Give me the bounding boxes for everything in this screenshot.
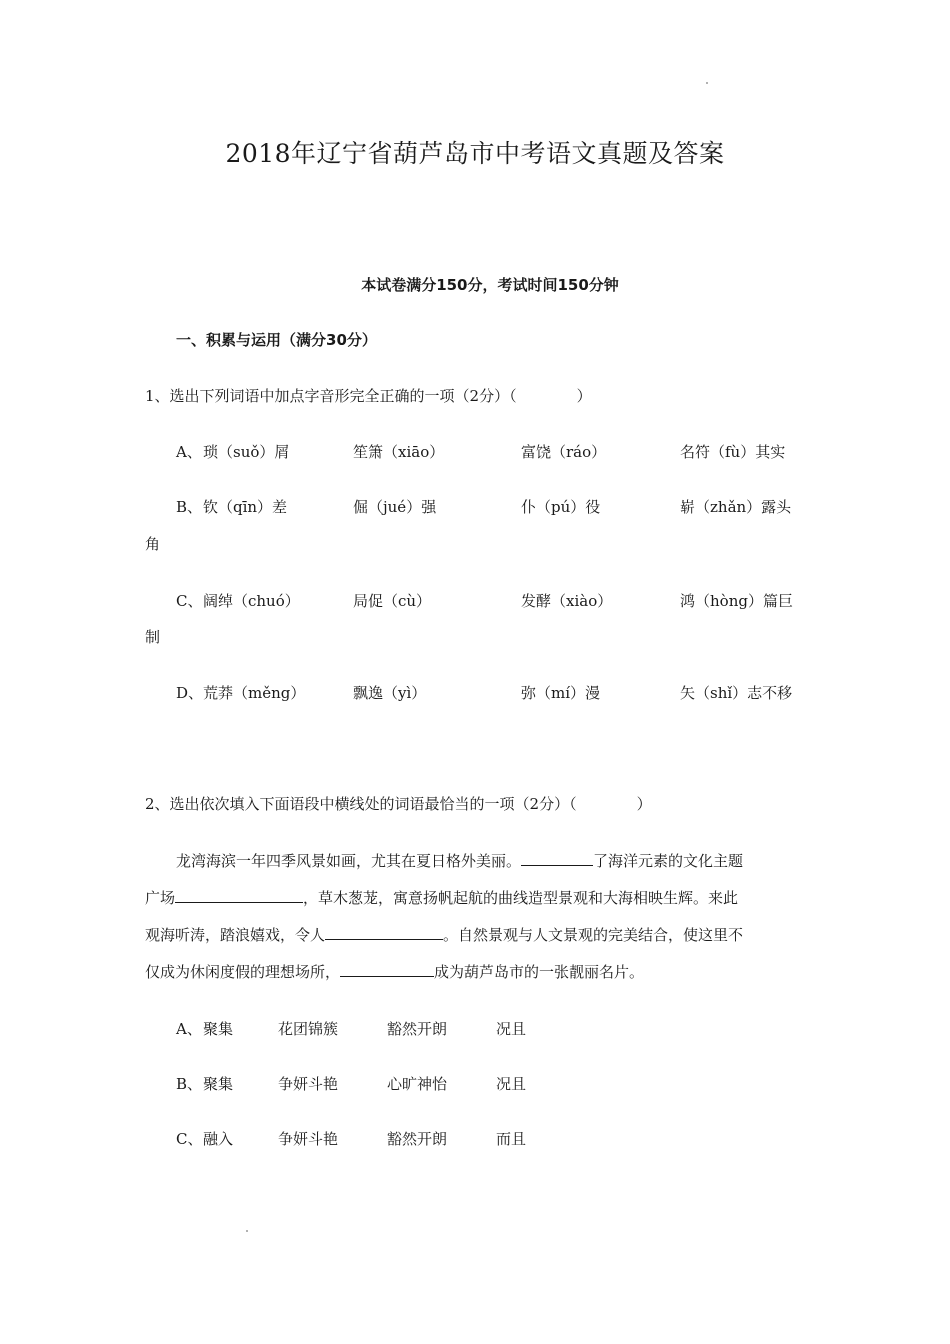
q2-option-c-word-4: 而且 bbox=[496, 1130, 527, 1148]
section-heading: 一、积累与运用（满分30分） bbox=[176, 331, 377, 349]
q1-option-a-letter: A、 bbox=[176, 443, 202, 461]
q1-option-c-word-4: 鸿（hòng）篇巨 bbox=[680, 592, 793, 610]
q2-option-b-word-4: 况且 bbox=[496, 1075, 527, 1093]
q1-option-b-letter: B、 bbox=[176, 498, 203, 516]
passage-text: 。自然景观与人文景观的完美结合，使这里不 bbox=[443, 926, 744, 944]
q1-option-c-word-4-wrap: 制 bbox=[145, 628, 161, 646]
q2-option-a-word-4: 况且 bbox=[496, 1020, 527, 1038]
passage-text: 了海洋元素的文化主题 bbox=[593, 852, 744, 870]
q1-option-b-word-2: 倔（jué）强 bbox=[353, 498, 437, 516]
q2-option-a-word-3: 豁然开朗 bbox=[387, 1020, 448, 1038]
q1-option-d-word-2: 飘逸（yì） bbox=[353, 684, 427, 702]
passage-line-1 bbox=[176, 850, 743, 871]
q1-option-d-word-1: 荒莽（měng） bbox=[203, 684, 306, 702]
q2-option-b-word-3: 心旷神怡 bbox=[387, 1075, 448, 1093]
passage-text: ，草木葱茏，寓意扬帆起航的曲线造型景观和大海相映生辉。来此 bbox=[303, 889, 739, 907]
q1-option-c-word-1: 阔绰（chuó） bbox=[203, 592, 300, 610]
q1-option-c-word-2: 局促（cù） bbox=[353, 592, 432, 610]
q1-option-b-word-4-wrap: 角 bbox=[145, 535, 161, 553]
q1-option-b-word-3: 仆（pú）役 bbox=[521, 498, 601, 516]
decorative-dot bbox=[246, 1230, 248, 1232]
q2-option-a-word-1: 聚集 bbox=[203, 1020, 234, 1038]
q1-option-d-word-3: 弥（mí）漫 bbox=[521, 684, 601, 702]
q2-option-c-word-2: 争妍斗艳 bbox=[278, 1130, 339, 1148]
fill-blank-4 bbox=[340, 962, 434, 977]
passage-text: 成为葫芦岛市的一张靓丽名片。 bbox=[434, 963, 645, 981]
passage-text: 观海听涛，踏浪嬉戏，令人 bbox=[145, 926, 326, 944]
q2-option-a-word-2: 花团锦簇 bbox=[278, 1020, 339, 1038]
passage-line-4 bbox=[145, 961, 644, 982]
q2-option-b-word-1: 聚集 bbox=[203, 1075, 234, 1093]
passage-line-3 bbox=[145, 924, 743, 945]
passage-text: 龙湾海滨一年四季风景如画，尤其在夏日格外美丽。 bbox=[176, 852, 522, 870]
q2-option-b-word-2: 争妍斗艳 bbox=[278, 1075, 339, 1093]
passage-line-2 bbox=[145, 887, 738, 908]
passage-text: 仅成为休闲度假的理想场所， bbox=[145, 963, 341, 981]
q2-option-b-letter: B、 bbox=[176, 1075, 203, 1093]
fill-blank-2 bbox=[175, 888, 303, 903]
decorative-dot bbox=[706, 82, 708, 84]
q2-option-c-letter: C、 bbox=[176, 1130, 203, 1148]
q1-option-a-word-2: 笙箫（xiāo） bbox=[353, 443, 445, 461]
fill-blank-1 bbox=[521, 851, 593, 866]
q2-option-a-letter: A、 bbox=[176, 1020, 202, 1038]
passage-text: 广场 bbox=[145, 889, 176, 907]
exam-info: 本试卷满分150分，考试时间150分钟 bbox=[361, 276, 619, 294]
page-title: 2018年辽宁省葫芦岛市中考语文真题及答案 bbox=[225, 139, 725, 168]
q1-option-a-word-3: 富饶（ráo） bbox=[521, 443, 607, 461]
q1-option-c-letter: C、 bbox=[176, 592, 203, 610]
q1-option-b-word-1: 钦（qīn）差 bbox=[203, 498, 288, 516]
question-1-stem: 1、选出下列词语中加点字音形完全正确的一项（2分）（ ） bbox=[145, 387, 592, 405]
q1-option-d-letter: D、 bbox=[176, 684, 204, 702]
question-2-stem: 2、选出依次填入下面语段中横线处的词语最恰当的一项（2分）（ ） bbox=[145, 795, 652, 813]
q2-option-c-word-1: 融入 bbox=[203, 1130, 234, 1148]
q1-option-a-word-4: 名符（fù）其实 bbox=[680, 443, 786, 461]
q2-option-c-word-3: 豁然开朗 bbox=[387, 1130, 448, 1148]
fill-blank-3 bbox=[325, 925, 443, 940]
q1-option-c-word-3: 发酵（xiào） bbox=[521, 592, 613, 610]
q1-option-a-word-1: 琐（suǒ）屑 bbox=[203, 443, 290, 461]
q1-option-b-word-4: 崭（zhǎn）露头 bbox=[680, 498, 792, 516]
q1-option-d-word-4: 矢（shǐ）志不移 bbox=[680, 684, 793, 702]
